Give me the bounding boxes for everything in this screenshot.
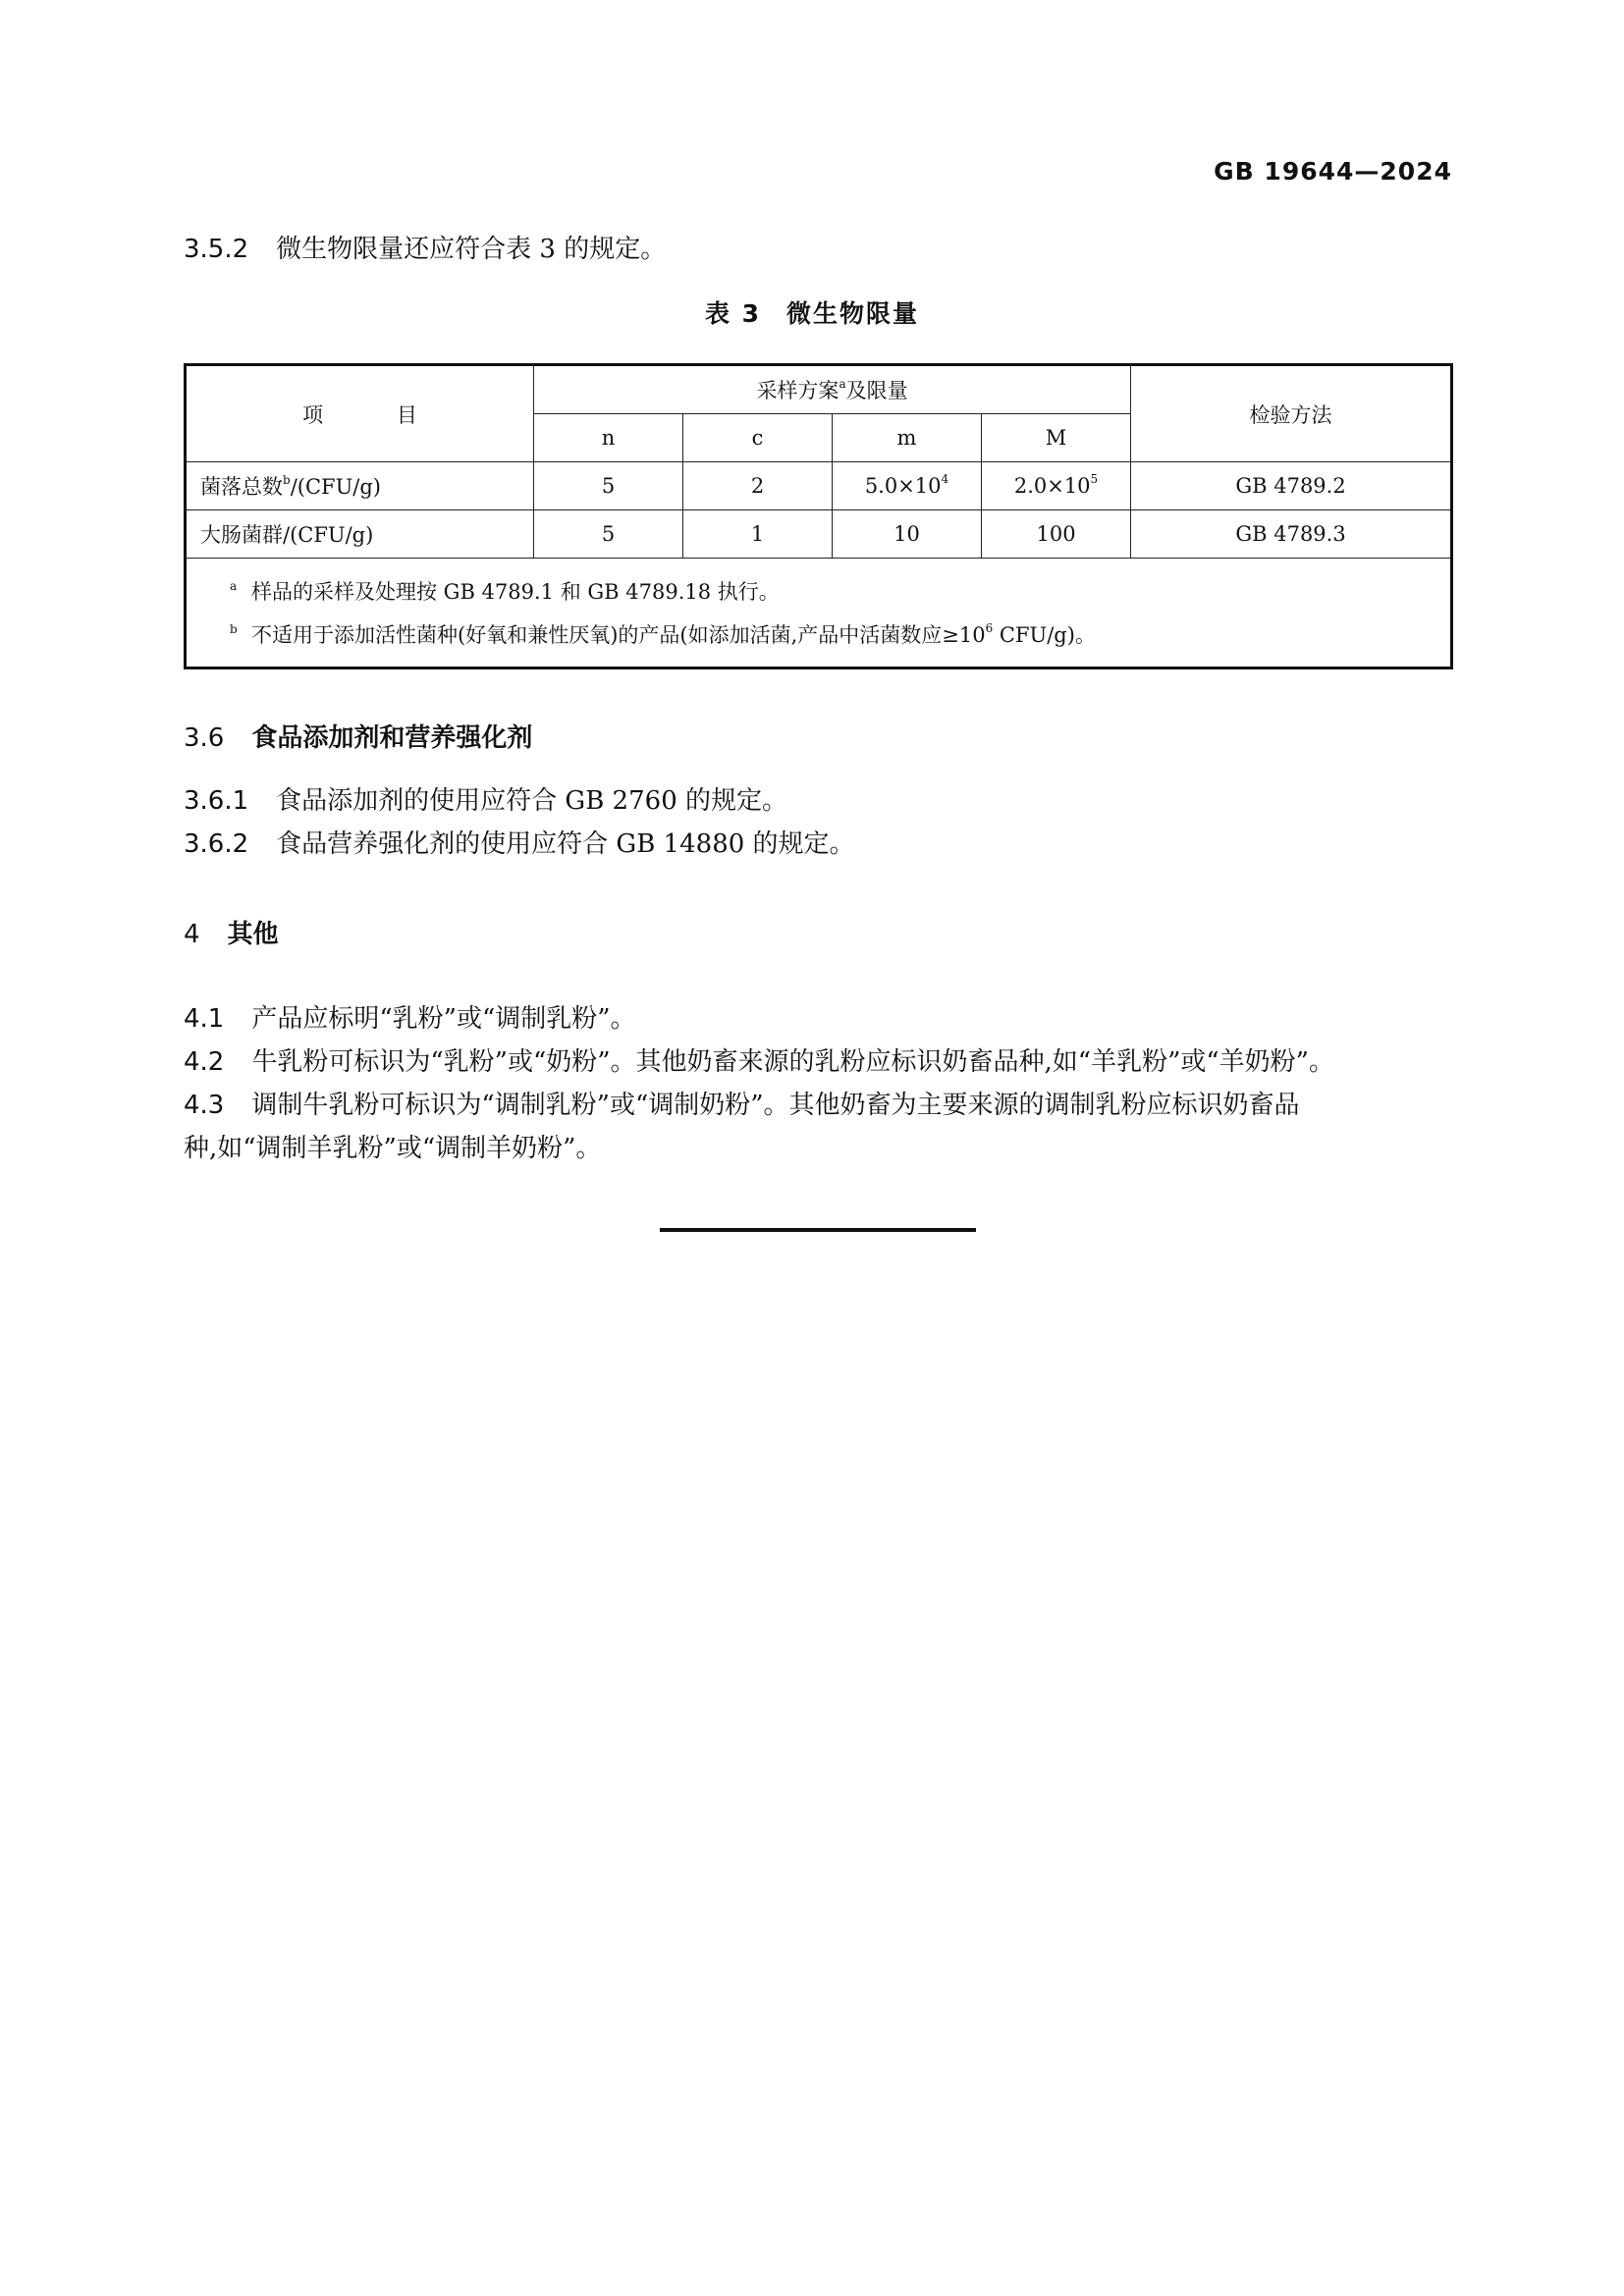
clause-4-3 — [184, 1084, 1300, 1127]
clause-3-5-2 — [184, 228, 666, 271]
header-sampling-suffix: 及限量 — [845, 379, 908, 402]
clause-3-6-1 — [184, 779, 787, 823]
header-M: M — [982, 414, 1131, 462]
clause-4-2 — [184, 1041, 1334, 1084]
clause-number: 3.6.1 — [184, 786, 249, 816]
clause-4-1 — [184, 997, 636, 1041]
clause-text: 微生物限量还应符合表 3 的规定。 — [276, 235, 667, 264]
note-b — [230, 614, 1450, 657]
clause-4-3-continuation — [184, 1127, 601, 1170]
header-item: 项 目 — [186, 365, 534, 462]
table-number: 表 3 — [704, 299, 762, 328]
cell-m: 10 — [833, 510, 982, 559]
clause-number: 3.6.2 — [184, 829, 249, 859]
note-b-exponent: 6 — [985, 621, 994, 635]
section-title: 食品添加剂和营养强化剂 — [251, 723, 533, 753]
header-test-method: 检验方法 — [1131, 365, 1452, 462]
clause-text-line-2: 种,如“调制羊乳粉”或“调制羊奶粉”。 — [184, 1134, 602, 1163]
table-row — [186, 510, 1452, 559]
table-caption — [0, 294, 1624, 330]
clause-text-line-1: 调制牛乳粉可标识为“调制乳粉”或“调制奶粉”。其他奶畜为主要来源的调制乳粉应标识奶畜品 — [251, 1091, 1300, 1120]
header-sampling-plan — [534, 365, 1131, 414]
section-3-6-heading — [184, 718, 532, 754]
clause-text: 牛乳粉可标识为“乳粉”或“奶粉”。其他奶畜来源的乳粉应标识奶畜品种,如“羊乳粉”或“羊奶粉”。 — [251, 1047, 1334, 1077]
cell-m-base: 5.0×10 — [864, 474, 942, 498]
item-name: 大肠菌群 — [200, 523, 283, 547]
cell-M: 100 — [982, 510, 1131, 559]
row-item — [186, 462, 534, 510]
footnote-mark-a: a — [839, 377, 846, 391]
table-header-row — [186, 365, 1452, 414]
row-item — [186, 510, 534, 559]
clause-number: 4.3 — [184, 1091, 225, 1120]
clause-number: 4.2 — [184, 1047, 225, 1077]
header-n: n — [534, 414, 683, 462]
item-unit: /(CFU/g) — [283, 523, 374, 547]
cell-M — [982, 462, 1131, 510]
cell-c: 1 — [683, 510, 833, 559]
item-unit: /(CFU/g) — [290, 475, 382, 499]
cell-M-exponent: 5 — [1090, 472, 1099, 486]
note-b-text-1: 不适用于添加活性菌种(好氧和兼性厌氧)的产品(如添加活菌,产品中活菌数应≥10 — [251, 623, 986, 647]
clause-text: 食品营养强化剂的使用应符合 GB 14880 的规定。 — [276, 829, 855, 859]
note-a — [230, 570, 1450, 614]
header-c: c — [683, 414, 833, 462]
standard-code: GB 19644—2024 — [1214, 157, 1452, 186]
section-title: 其他 — [227, 920, 279, 949]
cell-n: 5 — [534, 510, 683, 559]
cell-method: GB 4789.3 — [1131, 510, 1452, 559]
note-a-mark: a — [230, 579, 238, 593]
note-a-text: 样品的采样及处理按 GB 4789.1 和 GB 4789.18 执行。 — [251, 580, 780, 604]
end-rule — [660, 1228, 976, 1232]
microbial-limits-table — [184, 363, 1453, 669]
table-row — [186, 462, 1452, 510]
table-notes — [186, 559, 1452, 668]
footnote-mark-b: b — [283, 473, 291, 487]
clause-number: 3.5.2 — [184, 235, 249, 264]
section-number: 4 — [184, 920, 200, 949]
cell-method: GB 4789.2 — [1131, 462, 1452, 510]
cell-n: 5 — [534, 462, 683, 510]
cell-m-exponent: 4 — [941, 472, 949, 486]
section-number: 3.6 — [184, 723, 225, 753]
table-notes-row — [186, 559, 1452, 668]
cell-m — [833, 462, 982, 510]
clause-3-6-2 — [184, 823, 855, 866]
cell-c: 2 — [683, 462, 833, 510]
header-sampling-prefix: 采样方案 — [756, 379, 839, 402]
cell-M-base: 2.0×10 — [1013, 474, 1091, 498]
clause-text: 产品应标明“乳粉”或“调制乳粉”。 — [251, 1004, 636, 1034]
header-m: m — [833, 414, 982, 462]
note-b-text-2: CFU/g)。 — [993, 623, 1096, 647]
clause-number: 4.1 — [184, 1004, 225, 1034]
table-title: 微生物限量 — [786, 299, 920, 328]
clause-text: 食品添加剂的使用应符合 GB 2760 的规定。 — [276, 786, 787, 816]
section-4-heading — [184, 914, 279, 950]
item-name: 菌落总数 — [200, 475, 283, 499]
note-b-mark: b — [230, 622, 238, 636]
